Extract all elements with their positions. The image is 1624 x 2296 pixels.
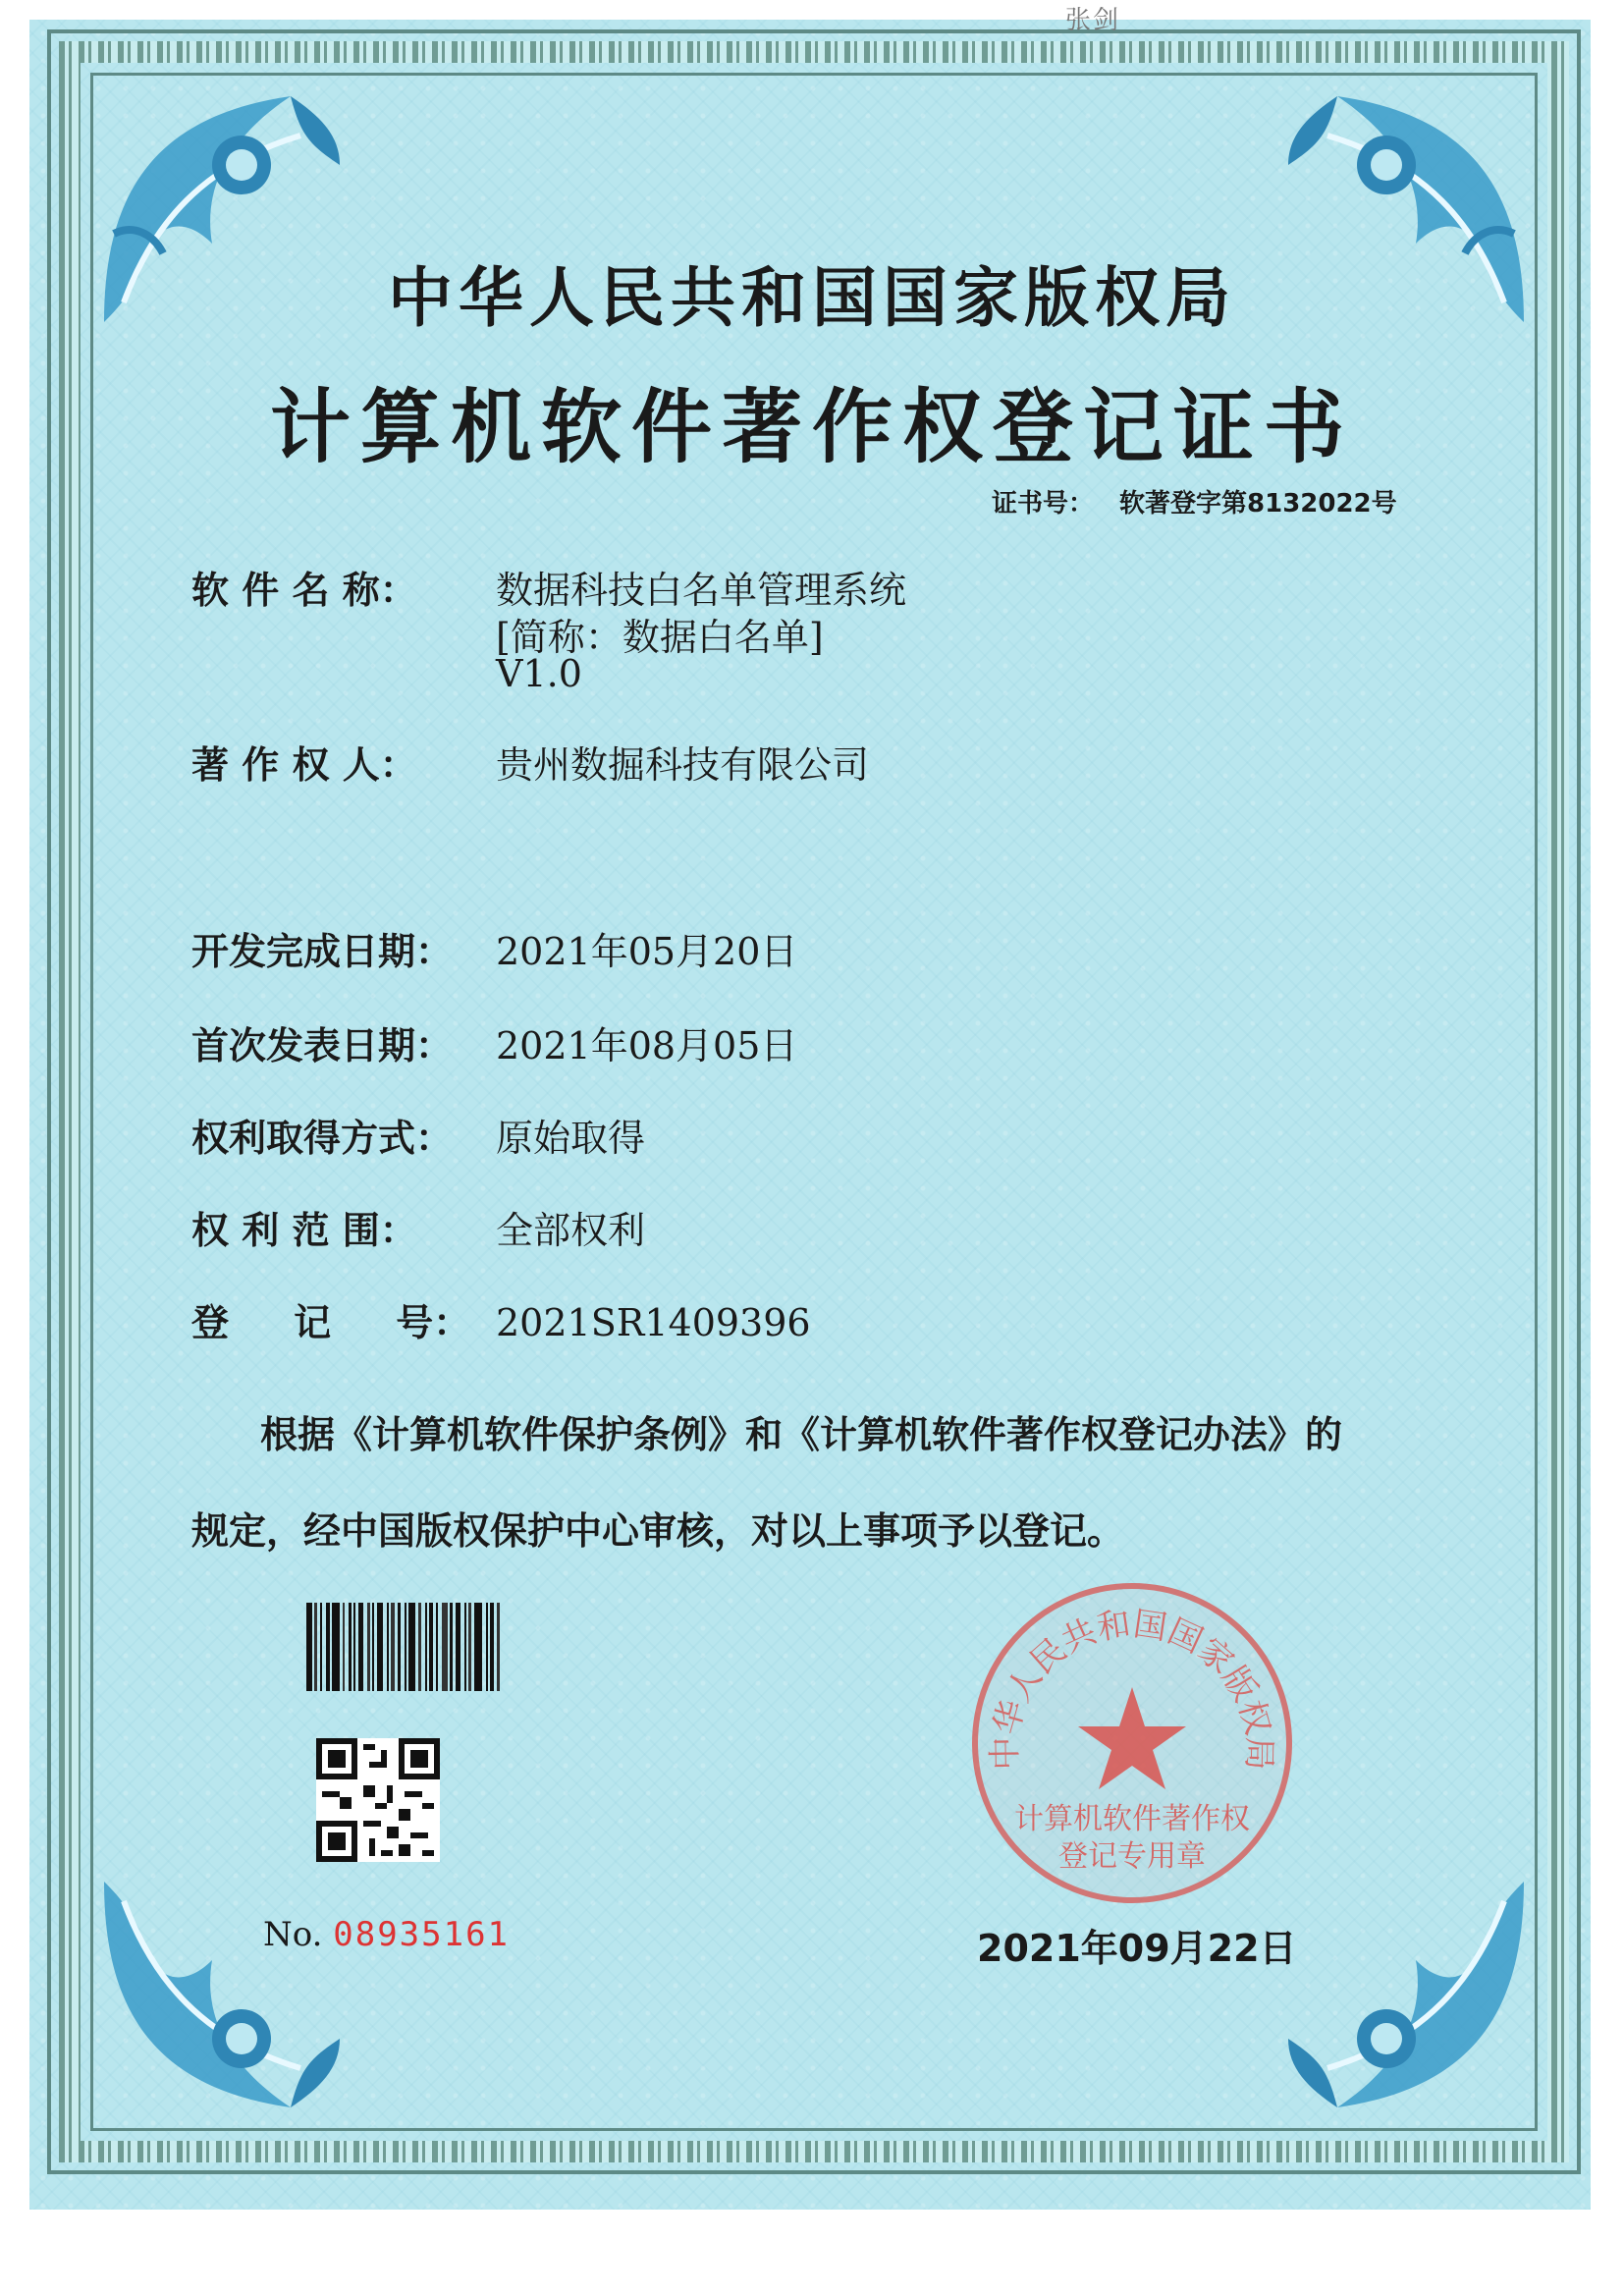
publish-date-row <box>191 1015 797 1069</box>
barcode-bar <box>314 1603 317 1691</box>
barcode-bar <box>358 1603 363 1691</box>
registration-number-row <box>191 1292 811 1346</box>
official-seal <box>960 1571 1304 1915</box>
barcode-bar <box>332 1603 340 1691</box>
barcode-bar <box>486 1603 488 1691</box>
barcode-bar <box>474 1603 482 1691</box>
registration-number-value: 2021SR1409396 <box>496 1301 811 1344</box>
barcode-bar <box>450 1603 453 1691</box>
barcode-bar <box>353 1603 355 1691</box>
software-name-label: 软 件 名 称： <box>191 569 417 612</box>
serial-number-value: 08935161 <box>333 1915 511 1954</box>
barcode <box>306 1603 542 1691</box>
acquisition-label: 权利取得方式： <box>191 1117 454 1160</box>
acquisition-row <box>191 1108 645 1162</box>
barcode-bar <box>343 1603 345 1691</box>
serial-number <box>263 1915 510 1954</box>
certificate-number <box>992 483 1397 519</box>
certificate-number-label: 证书号： <box>992 489 1095 519</box>
software-short-name: [简称：数据白名单] <box>496 616 824 659</box>
barcode-bar <box>387 1603 389 1691</box>
barcode-bar <box>349 1603 352 1691</box>
software-version: V1.0 <box>496 652 582 695</box>
software-name-value: 数据科技白名单管理系统 <box>496 569 907 612</box>
barcode-bar <box>464 1603 466 1691</box>
seal-ring-text: 中华人民共和国国家版权局 <box>985 1604 1279 1771</box>
qr-code <box>316 1738 440 1862</box>
barcode-bar <box>497 1603 500 1691</box>
barcode-bar <box>429 1603 433 1691</box>
statement-line-2: 规定，经中国版权保护中心审核，对以上事项予以登记。 <box>191 1509 1125 1553</box>
issuing-agency: 中华人民共和国国家版权局 <box>388 260 1236 336</box>
publish-date-value: 2021年08月05日 <box>496 1024 798 1067</box>
scope-row <box>191 1200 645 1254</box>
owner-value: 贵州数掘科技有限公司 <box>496 743 870 787</box>
barcode-bar <box>418 1603 421 1691</box>
corner-ornament-bottom-right <box>1278 1872 1534 2127</box>
barcode-bar <box>326 1603 330 1691</box>
serial-number-label: No. <box>263 1915 323 1954</box>
software-name-row <box>191 560 906 614</box>
barcode-bar <box>377 1603 383 1691</box>
barcode-bar <box>408 1603 415 1691</box>
seal-line-1: 计算机软件著作权 <box>1014 1802 1250 1836</box>
barcode-bar <box>456 1603 460 1691</box>
owner-label: 著 作 权 人： <box>191 743 417 787</box>
handwritten-note: 张剑 <box>1065 6 1121 35</box>
certificate-number-value: 软著登字第8132022号 <box>1119 489 1397 519</box>
completion-date-label: 开发完成日期： <box>191 930 454 973</box>
corner-ornament-bottom-left <box>94 1872 350 2127</box>
barcode-bar <box>372 1603 374 1691</box>
barcode-bar <box>391 1603 395 1691</box>
scope-value: 全部权利 <box>496 1209 646 1252</box>
statement-line-1: 根据《计算机软件保护条例》和《计算机软件著作权登记办法》的 <box>260 1413 1343 1456</box>
seal-line-2: 登记专用章 <box>1058 1839 1206 1874</box>
barcode-bar <box>320 1603 322 1691</box>
barcode-bar <box>398 1603 401 1691</box>
barcode-bar <box>442 1603 448 1691</box>
barcode-bar <box>367 1603 370 1691</box>
barcode-bar <box>490 1603 494 1691</box>
completion-date-value: 2021年05月20日 <box>496 930 798 973</box>
publish-date-label: 首次发表日期： <box>191 1024 454 1067</box>
issue-date: 2021年09月22日 <box>977 1927 1297 1970</box>
barcode-bar <box>436 1603 438 1691</box>
acquisition-value: 原始取得 <box>496 1117 646 1160</box>
barcode-bar <box>468 1603 471 1691</box>
barcode-bar <box>306 1603 312 1691</box>
barcode-bar <box>405 1603 406 1691</box>
barcode-bar <box>425 1603 427 1691</box>
certificate-title: 计算机软件著作权登记证书 <box>269 380 1354 474</box>
scope-label: 权 利 范 围： <box>191 1209 417 1252</box>
completion-date-row <box>191 921 797 975</box>
registration-number-label: 登 记 号： <box>191 1301 471 1344</box>
owner-row <box>191 735 869 789</box>
